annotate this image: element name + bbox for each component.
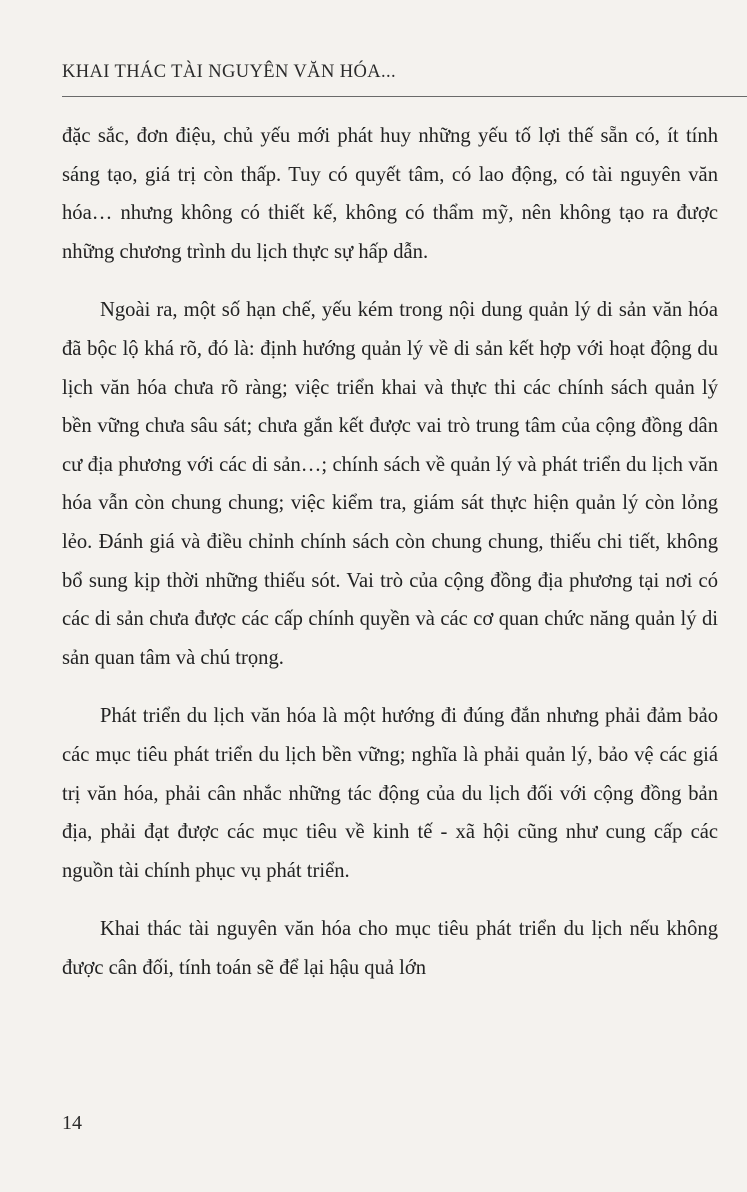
header-rule <box>62 96 747 97</box>
page-number: 14 <box>62 1112 82 1134</box>
paragraph: Khai thác tài nguyên văn hóa cho mục tiêu phát triển du lịch nếu không được cân đối, tính toán sẽ để lại hậu quả lớn <box>62 918 718 979</box>
paragraph: Phát triển du lịch văn hóa là một hướng đi đúng đắn nhưng phải đảm bảo các mục tiêu phát triển du lịch bền vững; nghĩa là phải quản lý, bảo vệ các giá trị văn hóa, phải cân nhắc những tác động của du lịch đối với cộng đồng bản địa, phải đạt được các mục tiêu về kinh tế - xã hội cũng như cung cấp các nguồn tài chính phục vụ phát triển. <box>62 705 718 882</box>
paragraph-continued: đặc sắc, đơn điệu, chủ yếu mới phát huy những yếu tố lợi thế sẵn có, ít tính sáng tạo, giá trị còn thấp. Tuy có quyết tâm, có lao động, có tài nguyên văn hóa… nhưng không có thiết kế, không có thẩm mỹ, nên không tạo ra được những chương trình du lịch thực sự hấp dẫn. <box>62 125 718 263</box>
running-header: KHAI THÁC TÀI NGUYÊN VĂN HÓA... <box>62 62 397 82</box>
paragraph: Ngoài ra, một số hạn chế, yếu kém trong nội dung quản lý di sản văn hóa đã bộc lộ khá rõ, đó là: định hướng quản lý về di sản kết hợp với hoạt động du lịch văn hóa chưa rõ ràng; việc triển khai và thực thi các chính sách quản lý bền vững chưa sâu sát; chưa gắn kết được vai trò trung tâm của cộng đồng dân cư địa phương với các di sản…; chính sách về quản lý và phát triển du lịch văn hóa vẫn còn chung chung; việc kiểm tra, giám sát thực hiện quản lý còn lỏng lẻo. Đánh giá và điều chỉnh chính sách còn chung chung, thiếu chi tiết, không bổ sung kịp thời những thiếu sót. Vai trò của cộng đồng địa phương tại nơi có các di sản chưa được các cấp chính quyền và các cơ quan chức năng quản lý di sản quan tâm và chú trọng. <box>62 299 718 669</box>
body-text <box>62 117 718 1007</box>
